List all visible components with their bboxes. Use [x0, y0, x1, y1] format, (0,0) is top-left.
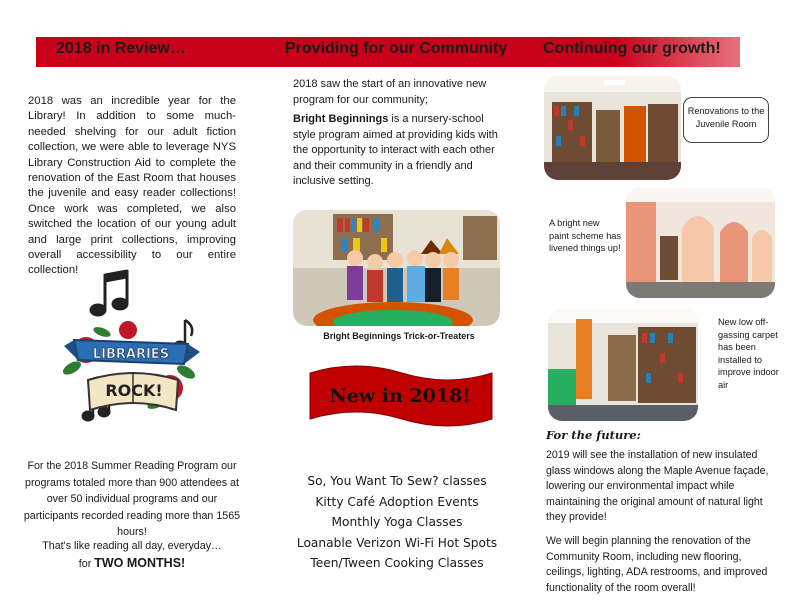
- libraries-rock-logo: [58, 268, 208, 438]
- reading-everyday-line: That's like reading all day, everyday…: [42, 540, 222, 552]
- review-paragraph: 2018 was an incredible year for the Library! In addition to some much-needed shelving for our adult fiction collection, we were able to leverage NYS Library Construction Aid to complete the renovation of the East Room that houses the juvenile and easy reader collections! Once work was completed, we also switched the location of our young adult and large print collections, improving overall accessibility to our entire collection!: [28, 95, 236, 277]
- new-in-2018-label: New in 2018!: [329, 385, 471, 407]
- logo-text-libraries: LIBRARIES: [92, 347, 170, 362]
- section-title-community: Providing for our Community: [285, 40, 508, 57]
- paint-scheme-photo: [626, 188, 775, 298]
- future-windows-paragraph: 2019 will see the installation of new insulated glass windows along the Maple Avenue façade, lowering our environmental impact while maintaining the original amount of natural light they provide!: [546, 449, 769, 523]
- callout-carpet: New low off-gassing carpet has been installed to improve indoor air: [718, 317, 779, 390]
- trick-or-treaters-photo: [293, 210, 500, 326]
- future-heading: For the future:: [546, 428, 641, 442]
- two-months-line: [22, 555, 242, 573]
- photo-caption: Bright Beginnings Trick-or-Treaters: [323, 331, 475, 341]
- future-community-room-paragraph: We will begin planning the renovation of the Community Room, including new flooring, ceilings, lighting, ADA restrooms, and improved functionality of the room overall!: [546, 535, 768, 594]
- list-item: Kitty Café Adoption Events: [315, 494, 479, 509]
- callout-juvenile-room: [683, 97, 769, 143]
- carpet-photo: [548, 309, 698, 421]
- new-in-2018-flag: [306, 363, 494, 431]
- juvenile-room-image: [544, 76, 681, 180]
- section-title-review: 2018 in Review…: [56, 40, 186, 57]
- bright-beginnings-name: Bright Beginnings: [293, 113, 389, 125]
- new-programs-list: [292, 471, 502, 574]
- bright-beginnings-text: is a nursery-school style program aimed at providing kids with the opportunity to interact with each other and their community in a friendly and inclusive setting.: [293, 113, 498, 187]
- list-item: Monthly Yoga Classes: [331, 515, 463, 529]
- list-item: Teen/Tween Cooking Classes: [310, 556, 484, 570]
- logo-text-rock: ROCK!: [105, 381, 163, 400]
- callout-paint: A bright new paint scheme has livened things up!: [549, 218, 622, 253]
- section-title-growth: Continuing our growth!: [543, 40, 721, 57]
- children-costume-image: [293, 210, 500, 326]
- list-item: Loanable Verizon Wi-Fi Hot Spots: [296, 535, 498, 550]
- juvenile-room-photo: [544, 76, 681, 180]
- summer-reading-paragraph: For the 2018 Summer Reading Program our programs totaled more than 900 attendees at over 50 individual programs and our participants recorded reading more than 1565 hours!: [23, 460, 241, 538]
- community-intro: 2018 saw the start of an innovative new program for our community;: [293, 78, 487, 106]
- for-prefix: for: [78, 558, 95, 570]
- list-item: So, You Want To Sew? classes: [307, 474, 487, 488]
- carpeted-stacks-image: [548, 309, 698, 421]
- bright-beginnings-description: [293, 112, 507, 190]
- arched-hallway-image: [626, 188, 775, 298]
- libraries-rock-illustration: [58, 268, 208, 438]
- two-months-emphasis: TWO MONTHS!: [94, 556, 186, 570]
- callout-juvenile-room-text: Renovations to the Juvenile Room: [687, 106, 765, 129]
